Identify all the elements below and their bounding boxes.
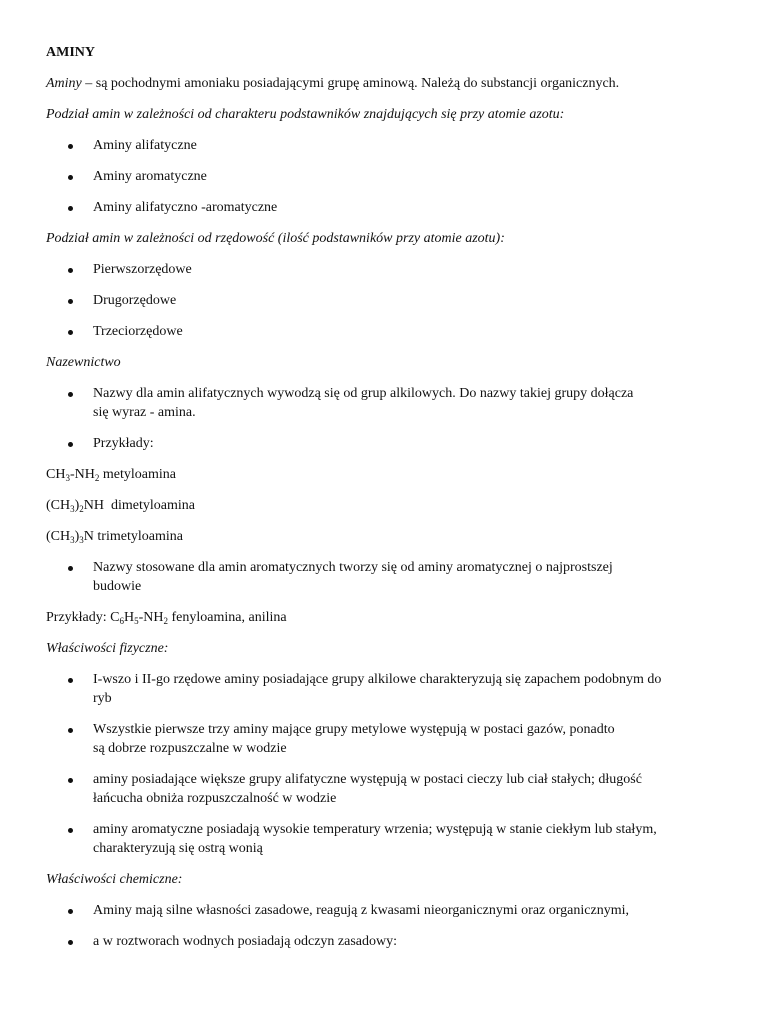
list-item: Aminy mają silne własności zasadowe, reagują z kwasami nieorganicznymi oraz organicznymi,: [46, 901, 736, 920]
formula-trimethylamine: $(CH_3)_3N$ trimetyloamina: [46, 529, 183, 545]
list-item: Trzeciorzędowe: [46, 322, 736, 341]
bullet-icon: [68, 442, 73, 447]
bullet-icon: [68, 728, 73, 733]
list-item: I-wszo i II-go rzędowe aminy posiadające grupy alkilowe charakteryzują się zapachem podobnym do ryb: [46, 670, 736, 708]
physical-heading: Właściwości fizyczne:: [46, 641, 169, 656]
nomenclature-list: [46, 384, 736, 453]
list-item: Wszystkie pierwsze trzy aminy mające grupy metylowe występują w postaci gazów, ponadto są dobrze rozpuszczalne w wodzie: [46, 720, 736, 758]
bullet-icon: [68, 678, 73, 683]
list-item: Drugorzędowe: [46, 291, 736, 310]
bullet-icon: [68, 778, 73, 783]
list-item: Przykłady:: [46, 434, 736, 453]
bullet-icon: [68, 828, 73, 833]
list-item: Nazwy stosowane dla amin aromatycznych tworzy się od aminy aromatycznej o najprostszej budowie: [46, 558, 736, 596]
chemical-list: [46, 901, 736, 951]
bullet-icon: [68, 206, 73, 211]
formula-dimethylamine: $(CH_3)_2NH$ dimetyloamina: [46, 498, 196, 514]
division1-list: [46, 136, 736, 217]
physical-list: [46, 670, 736, 858]
aromatic-example: Przykłady: $C_6H_5-NH_2$ fenyloamina, anilina: [46, 610, 287, 626]
list-item: Aminy alifatyczne: [46, 136, 736, 155]
list-item: Aminy alifatyczno -aromatyczne: [46, 198, 736, 217]
list-item: Pierwszorzędowe: [46, 260, 736, 279]
bullet-icon: [68, 909, 73, 914]
list-item: aminy posiadające większe grupy alifatyczne występują w postaci cieczy lub ciał stałych; długość łańcucha obniża rozpuszczalność w wodzie: [46, 770, 736, 808]
bullet-icon: [68, 392, 73, 397]
bullet-icon: [68, 566, 73, 571]
division1-heading: Podział amin w zależności od charakteru podstawników znajdujących się przy atomie azotu:: [46, 107, 565, 122]
list-item: Aminy aromatyczne: [46, 167, 736, 186]
bullet-icon: [68, 268, 73, 273]
aromatic-list: [46, 558, 736, 596]
chemical-heading: Właściwości chemiczne:: [46, 872, 183, 887]
division2-heading: Podział amin w zależności od rzędowość (ilość podstawników przy atomie azotu):: [46, 231, 505, 246]
bullet-icon: [68, 940, 73, 945]
document-page: [46, 43, 736, 951]
bullet-icon: [68, 330, 73, 335]
document-title: AMINY: [46, 45, 95, 60]
bullet-icon: [68, 299, 73, 304]
bullet-icon: [68, 175, 73, 180]
intro-dash: –: [81, 76, 96, 91]
nomenclature-heading: Nazewnictwo: [46, 355, 121, 370]
list-item: Nazwy dla amin alifatycznych wywodzą się od grup alkilowych. Do nazwy takiej grupy dołącza się wyraz - amina.: [46, 384, 736, 422]
intro-paragraph: [46, 74, 736, 93]
list-item: a w roztworach wodnych posiadają odczyn zasadowy:: [46, 932, 736, 951]
division2-list: [46, 260, 736, 341]
list-item: aminy aromatyczne posiadają wysokie temperatury wrzenia; występują w stanie ciekłym lub stałym, charakteryzują się ostrą wonią: [46, 820, 736, 858]
intro-text: są pochodnymi amoniaku posiadającymi grupę aminową. Należą do substancji organicznych.: [95, 76, 620, 91]
bullet-icon: [68, 144, 73, 149]
formula-methylamine: $CH_3-NH_2$ metyloamina: [46, 467, 176, 483]
intro-term: Aminy: [46, 76, 82, 91]
